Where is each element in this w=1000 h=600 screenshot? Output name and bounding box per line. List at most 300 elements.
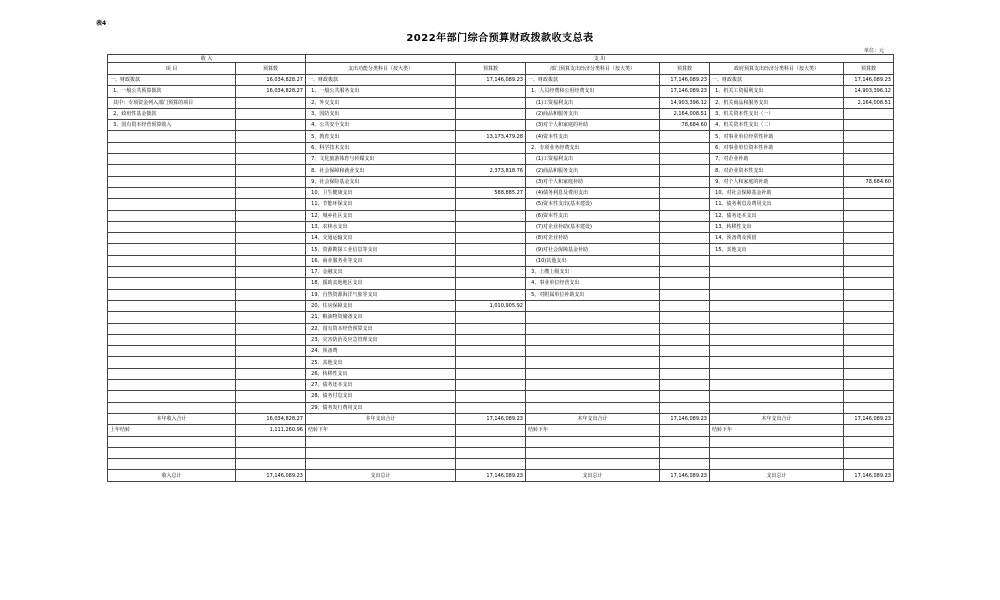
label-cell: 2、专项业务经费支出	[526, 142, 660, 153]
amount-cell	[660, 368, 710, 379]
table-row	[108, 255, 894, 266]
amount-cell	[236, 176, 306, 187]
table-row	[108, 267, 894, 278]
amount-cell	[844, 221, 894, 232]
label-cell: 8、对企业资本性支出	[710, 165, 844, 176]
amount-cell	[660, 334, 710, 345]
col-header: 政府预算支出经济分类科目（按大类）	[710, 63, 844, 75]
label-cell: 2、外交支出	[306, 97, 456, 108]
label-cell: 22、国有资本经营预算支出	[306, 323, 456, 334]
amount-cell	[456, 267, 526, 278]
amount-cell	[236, 368, 306, 379]
amount-cell	[660, 267, 710, 278]
amount-cell	[660, 244, 710, 255]
amount-cell	[844, 402, 894, 413]
label-cell	[710, 255, 844, 266]
amount-cell	[236, 323, 306, 334]
amount-cell	[456, 233, 526, 244]
label-cell	[108, 267, 236, 278]
label-cell: 23、灾害防治及应急管理支出	[306, 334, 456, 345]
label-cell	[108, 278, 236, 289]
empty-cell	[108, 459, 236, 470]
amount-cell	[660, 380, 710, 391]
label-cell: 2、政府性基金拨款	[108, 108, 236, 119]
empty-cell	[710, 459, 844, 470]
label-cell: (4)资本性支出	[526, 131, 660, 142]
label-cell: 支出总计	[710, 470, 844, 481]
amount-cell	[844, 278, 894, 289]
label-cell	[526, 380, 660, 391]
amount-cell	[660, 323, 710, 334]
label-cell	[108, 210, 236, 221]
empty-row	[108, 459, 894, 470]
amount-cell	[660, 187, 710, 198]
amount-cell	[660, 221, 710, 232]
grand-total-row	[108, 470, 894, 481]
amount-cell	[236, 334, 306, 345]
amount-cell: 17,146,089.23	[236, 470, 306, 481]
amount-cell	[844, 346, 894, 357]
table-row	[108, 323, 894, 334]
amount-cell	[236, 402, 306, 413]
label-cell: 结转下年	[306, 425, 456, 436]
amount-cell	[660, 278, 710, 289]
table-row	[108, 300, 894, 311]
label-cell: 16、商业服务业等支出	[306, 255, 456, 266]
table-row	[108, 221, 894, 232]
label-cell: 17、金融支出	[306, 267, 456, 278]
table-row	[108, 176, 894, 187]
label-cell: (8)对企业补助	[526, 233, 660, 244]
amount-cell	[844, 391, 894, 402]
label-cell	[108, 199, 236, 210]
label-cell: 10、对社会保障基金补助	[710, 187, 844, 198]
label-cell	[526, 300, 660, 311]
label-cell	[710, 391, 844, 402]
amount-cell	[456, 176, 526, 187]
amount-cell: 17,146,089.23	[456, 413, 526, 424]
empty-cell	[660, 436, 710, 447]
amount-cell	[660, 233, 710, 244]
amount-cell	[844, 357, 894, 368]
empty-cell	[526, 447, 660, 458]
amount-cell	[660, 255, 710, 266]
amount-cell	[844, 255, 894, 266]
amount-cell	[844, 199, 894, 210]
label-cell: 结转下年	[526, 425, 660, 436]
label-cell: 4、机关资本性支出（二）	[710, 120, 844, 131]
table-row	[108, 199, 894, 210]
amount-cell	[844, 131, 894, 142]
label-cell: (7)对企业补助(基本建设)	[526, 221, 660, 232]
table-row	[108, 233, 894, 244]
amount-cell	[236, 187, 306, 198]
amount-cell	[844, 120, 894, 131]
table-row	[108, 391, 894, 402]
amount-cell	[456, 255, 526, 266]
label-cell: (9)对社会保障基金补助	[526, 244, 660, 255]
amount-cell	[456, 312, 526, 323]
amount-cell	[236, 346, 306, 357]
amount-cell	[456, 357, 526, 368]
amount-cell	[844, 289, 894, 300]
amount-cell	[456, 154, 526, 165]
label-cell: 18、援助其他地区支出	[306, 278, 456, 289]
label-cell: 14、交通运输支出	[306, 233, 456, 244]
empty-cell	[844, 459, 894, 470]
table-row	[108, 120, 894, 131]
total-row	[108, 413, 894, 424]
amount-cell: 17,146,089.23	[456, 75, 526, 86]
empty-cell	[660, 459, 710, 470]
amount-cell	[456, 368, 526, 379]
label-cell	[710, 278, 844, 289]
amount-cell	[236, 120, 306, 131]
label-cell: 5、对事业单位经常性补助	[710, 131, 844, 142]
amount-cell	[236, 233, 306, 244]
table-row	[108, 108, 894, 119]
amount-cell	[660, 425, 710, 436]
label-cell	[108, 300, 236, 311]
label-cell	[526, 357, 660, 368]
amount-cell	[660, 165, 710, 176]
amount-cell	[456, 86, 526, 97]
amount-cell	[456, 210, 526, 221]
empty-cell	[236, 436, 306, 447]
label-cell: 7、对企业补助	[710, 154, 844, 165]
amount-cell	[236, 278, 306, 289]
label-cell	[108, 312, 236, 323]
amount-cell	[236, 380, 306, 391]
amount-cell	[456, 323, 526, 334]
amount-cell: 588,885.27	[456, 187, 526, 198]
label-cell: 本年支出合计	[526, 413, 660, 424]
amount-cell	[236, 210, 306, 221]
label-cell	[526, 391, 660, 402]
budget-summary-table	[107, 54, 894, 482]
label-cell: 15、其他支出	[710, 244, 844, 255]
table-row	[108, 187, 894, 198]
amount-cell	[236, 165, 306, 176]
amount-cell	[844, 300, 894, 311]
amount-cell	[660, 176, 710, 187]
col-header: 预算数	[456, 63, 526, 75]
amount-cell	[456, 97, 526, 108]
amount-cell	[456, 221, 526, 232]
label-cell: (1)工资福利支出	[526, 154, 660, 165]
amount-cell	[844, 233, 894, 244]
table-row	[108, 210, 894, 221]
table-row	[108, 86, 894, 97]
empty-cell	[844, 436, 894, 447]
label-cell: 4、事业单位经营支出	[526, 278, 660, 289]
label-cell: 9、社会保险基金支出	[306, 176, 456, 187]
amount-cell	[660, 402, 710, 413]
empty-cell	[710, 436, 844, 447]
amount-cell	[844, 380, 894, 391]
label-cell: 一、财政拨款	[306, 75, 456, 86]
table-row	[108, 75, 894, 86]
label-cell: 收入总计	[108, 470, 236, 481]
amount-cell	[660, 142, 710, 153]
table-row	[108, 165, 894, 176]
label-cell	[108, 221, 236, 232]
label-cell	[108, 391, 236, 402]
empty-cell	[236, 459, 306, 470]
table-row	[108, 357, 894, 368]
empty-cell	[526, 459, 660, 470]
amount-cell: 2,164,008.51	[660, 108, 710, 119]
label-cell	[108, 289, 236, 300]
label-cell: 10、卫生健康支出	[306, 187, 456, 198]
table-row	[108, 142, 894, 153]
label-cell: (1)工资福利支出	[526, 97, 660, 108]
amount-cell	[844, 165, 894, 176]
amount-cell	[844, 334, 894, 345]
table-row	[108, 244, 894, 255]
amount-cell	[660, 312, 710, 323]
label-cell: 上年结转	[108, 425, 236, 436]
amount-cell	[236, 142, 306, 153]
label-cell	[108, 244, 236, 255]
col-header: 部门预算支出经济分类科目（按大类）	[526, 63, 660, 75]
label-cell: (3)对个人和家庭补助	[526, 176, 660, 187]
amount-cell	[236, 221, 306, 232]
expense-header: 支 出	[306, 55, 894, 63]
amount-cell	[660, 289, 710, 300]
amount-cell	[236, 289, 306, 300]
label-cell	[108, 380, 236, 391]
amount-cell: 16,034,828.27	[236, 413, 306, 424]
amount-cell	[844, 312, 894, 323]
label-cell	[108, 131, 236, 142]
label-cell	[710, 267, 844, 278]
carry-row	[108, 425, 894, 436]
amount-cell: 17,146,089.23	[660, 470, 710, 481]
amount-cell	[236, 357, 306, 368]
label-cell: 一、财政拨款	[108, 75, 236, 86]
label-cell	[710, 380, 844, 391]
amount-cell: 1,010,905.92	[456, 300, 526, 311]
label-cell	[108, 402, 236, 413]
empty-cell	[456, 436, 526, 447]
amount-cell: 78,684.60	[844, 176, 894, 187]
amount-cell	[844, 368, 894, 379]
label-cell: (5)资本性支出(基本建设)	[526, 199, 660, 210]
amount-cell	[456, 108, 526, 119]
amount-cell	[844, 142, 894, 153]
label-cell: 支出总计	[526, 470, 660, 481]
amount-cell	[660, 199, 710, 210]
label-cell: 结转下年	[710, 425, 844, 436]
unit-label: 单位：元	[864, 48, 885, 54]
label-cell: 13、农林水支出	[306, 221, 456, 232]
amount-cell: 16,034,828.27	[236, 75, 306, 86]
label-cell: 2、机关商品和服务支出	[710, 97, 844, 108]
amount-cell: 1,111,260.96	[236, 425, 306, 436]
label-cell: 24、预备费	[306, 346, 456, 357]
label-cell: 11、债务利息及费用支出	[710, 199, 844, 210]
label-cell	[710, 312, 844, 323]
label-cell: 1、一般公共服务支出	[306, 86, 456, 97]
page-title: 2022年部门综合预算财政拨款收支总表	[406, 33, 594, 44]
table-row	[108, 380, 894, 391]
label-cell: 6、科学技术支出	[306, 142, 456, 153]
label-cell	[108, 334, 236, 345]
label-cell: 12、城乡社区支出	[306, 210, 456, 221]
empty-row	[108, 436, 894, 447]
amount-cell	[456, 199, 526, 210]
col-header: 预算数	[660, 63, 710, 75]
amount-cell	[456, 142, 526, 153]
amount-cell	[660, 346, 710, 357]
amount-cell	[456, 380, 526, 391]
label-cell: 27、债务还本支出	[306, 380, 456, 391]
label-cell	[526, 312, 660, 323]
amount-cell	[456, 402, 526, 413]
amount-cell	[236, 199, 306, 210]
label-cell	[108, 233, 236, 244]
amount-cell	[844, 108, 894, 119]
empty-cell	[710, 447, 844, 458]
label-cell: 9、对个人和家庭的补助	[710, 176, 844, 187]
col-header: 项 目	[108, 63, 236, 75]
amount-cell	[660, 154, 710, 165]
table-row	[108, 278, 894, 289]
label-cell	[710, 300, 844, 311]
amount-cell	[236, 108, 306, 119]
amount-cell	[236, 312, 306, 323]
label-cell: 4、公共安全支出	[306, 120, 456, 131]
empty-cell	[456, 447, 526, 458]
label-cell	[108, 165, 236, 176]
amount-cell	[456, 391, 526, 402]
amount-cell	[456, 278, 526, 289]
label-cell	[108, 255, 236, 266]
amount-cell: 17,146,089.23	[844, 470, 894, 481]
amount-cell	[236, 154, 306, 165]
empty-cell	[108, 436, 236, 447]
label-cell: 19、自然资源海洋气象等支出	[306, 289, 456, 300]
label-cell	[710, 334, 844, 345]
label-cell	[710, 368, 844, 379]
table-row	[108, 131, 894, 142]
amount-cell	[844, 187, 894, 198]
empty-cell	[306, 436, 456, 447]
amount-cell	[236, 255, 306, 266]
amount-cell	[660, 131, 710, 142]
amount-cell	[236, 131, 306, 142]
amount-cell: 16,034,828.27	[236, 86, 306, 97]
label-cell: 25、其他支出	[306, 357, 456, 368]
amount-cell	[660, 357, 710, 368]
label-cell	[108, 346, 236, 357]
amount-cell: 2,164,008.51	[844, 97, 894, 108]
amount-cell	[844, 425, 894, 436]
amount-cell	[456, 425, 526, 436]
amount-cell: 17,146,089.23	[660, 75, 710, 86]
label-cell: 5、对附属单位补助支出	[526, 289, 660, 300]
amount-cell: 17,146,089.23	[456, 470, 526, 481]
amount-cell	[456, 346, 526, 357]
label-cell: (2)商品和服务支出	[526, 108, 660, 119]
amount-cell	[236, 300, 306, 311]
label-cell: 21、粮油物资储备支出	[306, 312, 456, 323]
amount-cell	[844, 154, 894, 165]
amount-cell	[456, 120, 526, 131]
label-cell: 3、机关资本性支出（一）	[710, 108, 844, 119]
table-row	[108, 97, 894, 108]
label-cell: 11、节能环保支出	[306, 199, 456, 210]
empty-row	[108, 447, 894, 458]
table-row	[108, 346, 894, 357]
label-cell: 3、上缴上级支出	[526, 267, 660, 278]
col-header: 支出功能分类科目（按大类）	[306, 63, 456, 75]
table-row	[108, 402, 894, 413]
label-cell	[526, 402, 660, 413]
table-row	[108, 368, 894, 379]
amount-cell	[456, 289, 526, 300]
label-cell: (6)资本性支出	[526, 210, 660, 221]
label-cell: 5、教育支出	[306, 131, 456, 142]
amount-cell	[844, 244, 894, 255]
label-cell: 3、国有资本经营预算收入	[108, 120, 236, 131]
amount-cell	[236, 391, 306, 402]
label-cell: 本年支出合计	[306, 413, 456, 424]
label-cell	[710, 346, 844, 357]
label-cell: 13、转移性支出	[710, 221, 844, 232]
label-cell: 本年支出合计	[710, 413, 844, 424]
label-cell	[710, 402, 844, 413]
header-row-top	[108, 55, 894, 63]
table-row	[108, 312, 894, 323]
label-cell: 一、财政拨款	[526, 75, 660, 86]
label-cell: 14、预备费及预留	[710, 233, 844, 244]
label-cell: 8、社会保障和就业支出	[306, 165, 456, 176]
amount-cell: 17,146,089.23	[660, 413, 710, 424]
label-cell	[108, 357, 236, 368]
label-cell: (2)商品和服务支出	[526, 165, 660, 176]
label-cell	[710, 323, 844, 334]
label-cell: 其中：专项资金列入部门预算的项目	[108, 97, 236, 108]
amount-cell	[844, 267, 894, 278]
amount-cell: 14,903,396.12	[844, 86, 894, 97]
label-cell: (4)债务利息及费用支出	[526, 187, 660, 198]
amount-cell	[236, 244, 306, 255]
label-cell	[526, 346, 660, 357]
table-row	[108, 334, 894, 345]
label-cell	[526, 334, 660, 345]
label-cell: 1、机关工资福利支出	[710, 86, 844, 97]
amount-cell	[844, 323, 894, 334]
label-cell	[108, 154, 236, 165]
amount-cell	[236, 97, 306, 108]
label-cell: 29、债务发行费用支出	[306, 402, 456, 413]
label-cell	[108, 187, 236, 198]
empty-cell	[306, 459, 456, 470]
label-cell: (3)对个人和家庭的补助	[526, 120, 660, 131]
label-cell: 本年收入合计	[108, 413, 236, 424]
amount-cell	[456, 244, 526, 255]
label-cell	[526, 368, 660, 379]
label-cell: 7、文化旅游体育与传媒支出	[306, 154, 456, 165]
col-header: 预算数	[844, 63, 894, 75]
amount-cell: 14,903,396.12	[660, 97, 710, 108]
label-cell: 26、转移性支出	[306, 368, 456, 379]
label-cell	[526, 323, 660, 334]
table-row	[108, 154, 894, 165]
amount-cell: 17,146,089.23	[844, 75, 894, 86]
